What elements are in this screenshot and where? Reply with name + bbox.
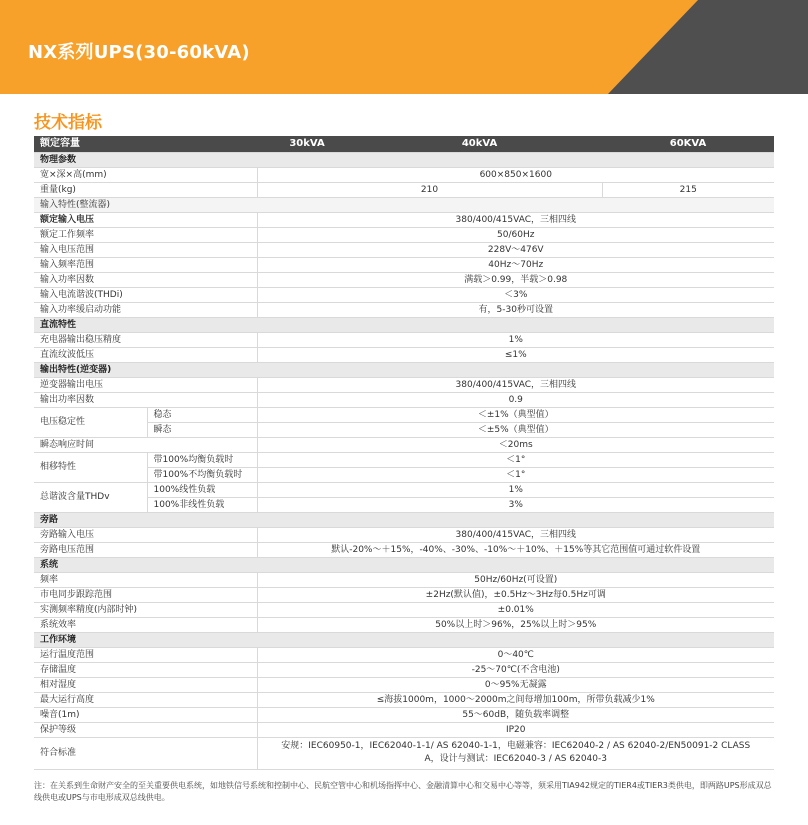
- table-row: 输出功率因数 0.9: [34, 392, 774, 407]
- table-row: 旁路输入电压 380/400/415VAC，三相四线: [34, 527, 774, 542]
- table-row: 额定输入电压 380/400/415VAC，三相四线: [34, 212, 774, 227]
- table-row: 频率 50Hz/60Hz(可设置): [34, 572, 774, 587]
- table-row: 100%非线性负载 3%: [34, 497, 774, 512]
- banner-decoration: [608, 0, 808, 94]
- table-row: 输入电压范围 228V～476V: [34, 242, 774, 257]
- table-row: 市电同步跟踪范围 ±2Hz(默认值)，±0.5Hz～3Hz每0.5Hz可调: [34, 587, 774, 602]
- header-40kva: 40kVA: [357, 136, 602, 152]
- table-row: 保护等级 IP20: [34, 722, 774, 737]
- table-row: 直流纹波低压 ≤1%: [34, 347, 774, 362]
- table-row: 输入功率因数 满载＞0.99，半载＞0.98: [34, 272, 774, 287]
- group-environment: 工作环境: [34, 632, 774, 647]
- table-row: 输入功率缓启动功能 有，5-30秒可设置: [34, 302, 774, 317]
- banner-title: NX系列UPS(30-60kVA): [28, 42, 250, 63]
- table-row: 总谐波含量THDv 100%线性负载 1%: [34, 482, 774, 497]
- header-banner: [0, 0, 808, 94]
- header-30kva: 30kVA: [257, 136, 357, 152]
- standards-value: [257, 737, 774, 769]
- table-row: 带100%不均衡负载时 ＜1°: [34, 467, 774, 482]
- group-system: 系统: [34, 557, 774, 572]
- standards-line-2: A，设计与测试：IEC62040-3 / AS 62040-3: [424, 754, 607, 764]
- header-rated-capacity: 额定容量: [34, 136, 257, 152]
- table-row: 运行温度范围 0～40℃: [34, 647, 774, 662]
- group-input: 输入特性(整流器): [34, 197, 774, 212]
- table-row: 额定工作频率 50/60Hz: [34, 227, 774, 242]
- table-row: 充电器输出稳压精度 1%: [34, 332, 774, 347]
- header-60kva: 60KVA: [602, 136, 774, 152]
- table-row: 电压稳定性 稳态 ＜±1%（典型值）: [34, 407, 774, 422]
- table-row: 系统效率 50%以上时＞96%，25%以上时＞95%: [34, 617, 774, 632]
- table-row: 存储温度 -25～70℃(不含电池): [34, 662, 774, 677]
- group-dc: 直流特性: [34, 317, 774, 332]
- section-title: 技术指标: [34, 113, 102, 133]
- table-header-row: [34, 136, 774, 152]
- footnote: 注：在关系到生命财产安全的至关重要供电系统，如地铁信号系统和控制中心、民航空管中心和机场指挥中心、金融清算中心和交易中心等等，须采用TIA942规定的TIER4或TIER3类供电，即两路UPS形成双总线供电或UPS与市电形成双总线供电。: [34, 781, 772, 802]
- table-row: 输入电流谐波(THDi) ＜3%: [34, 287, 774, 302]
- table-row: 宽×深×高(mm) 600×850×1600: [34, 167, 774, 182]
- table-row: 相移特性 带100%均衡负载时 ＜1°: [34, 452, 774, 467]
- table-row: 旁路电压范围 默认-20%～＋15%，-40%、-30%、-10%～＋10%、＋15%等其它范围值可通过软件设置: [34, 542, 774, 557]
- group-physical: 物理参数: [34, 152, 774, 167]
- table-row: 瞬态 ＜±5%（典型值）: [34, 422, 774, 437]
- table-row: 瞬态响应时间 ＜20ms: [34, 437, 774, 452]
- table-row: 实测频率精度(内部时钟) ±0.01%: [34, 602, 774, 617]
- table-row: 噪音(1m) 55～60dB，随负载率调整: [34, 707, 774, 722]
- table-row-standards: 符合标准 安规：IEC60950-1，IEC62040-1-1/ AS 62040-1-1，电磁兼容：IEC62040-2 / AS 62040-2/EN50091-2 CLASS A，设计与测试：IEC62040-3 / AS 62040-3: [34, 737, 774, 769]
- standards-line-1: 安规：IEC60950-1，IEC62040-1-1/ AS 62040-1-1，电磁兼容：IEC62040-2 / AS 62040-2/EN50091-2 CLASS: [281, 741, 751, 751]
- table-row: 最大运行高度 ≤海拔1000m，1000～2000m之间每增加100m，所带负载减少1%: [34, 692, 774, 707]
- group-bypass: 旁路: [34, 512, 774, 527]
- table-row: 相对湿度 0～95%无凝露: [34, 677, 774, 692]
- spec-table: [34, 136, 774, 770]
- table-row: 输入频率范围 40Hz～70Hz: [34, 257, 774, 272]
- group-output: 输出特性(逆变器): [34, 362, 774, 377]
- table-row: 逆变器输出电压 380/400/415VAC，三相四线: [34, 377, 774, 392]
- table-row: 重量(kg) 210 215: [34, 182, 774, 197]
